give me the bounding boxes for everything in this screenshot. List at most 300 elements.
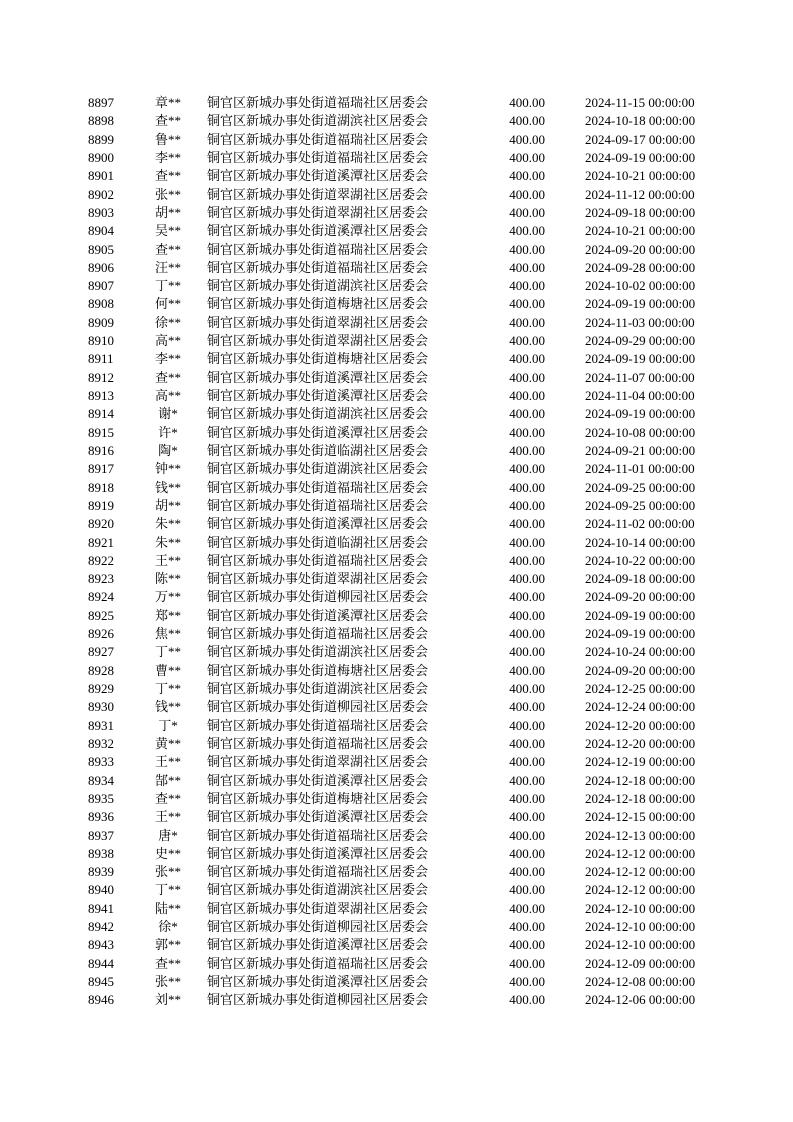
record-datetime: 2024-12-20 00:00:00 — [585, 735, 696, 751]
table-row — [0, 680, 793, 698]
record-id: 8945 — [88, 974, 114, 989]
record-id: 8907 — [88, 278, 114, 294]
record-org: 铜官区新城办事处街道梅塘社区居委会 — [207, 296, 429, 312]
record-org: 铜官区新城办事处街道湖滨社区居委会 — [207, 681, 429, 696]
record-id: 8943 — [88, 937, 114, 953]
record-name: 查** — [154, 955, 181, 971]
record-id: 8931 — [88, 717, 114, 733]
record-datetime: 2024-09-19 00:00:00 — [585, 149, 696, 165]
record-id: 8922 — [88, 552, 114, 568]
record-amount: 400.00 — [509, 699, 545, 715]
record-datetime: 2024-12-09 00:00:00 — [585, 955, 696, 971]
record-amount: 400.00 — [509, 662, 545, 678]
record-datetime: 2024-10-24 00:00:00 — [585, 644, 696, 660]
record-org: 铜官区新城办事处街道溪潭社区居委会 — [207, 223, 429, 239]
record-id: 8934 — [88, 772, 114, 788]
record-org: 铜官区新城办事处街道梅塘社区居委会 — [207, 790, 429, 806]
record-org: 铜官区新城办事处街道溪潭社区居委会 — [207, 974, 429, 989]
record-name: 丁* — [158, 717, 178, 733]
record-amount: 400.00 — [509, 900, 545, 916]
record-name: 李** — [154, 149, 181, 165]
record-datetime: 2024-12-12 00:00:00 — [585, 882, 696, 898]
record-datetime: 2024-09-19 00:00:00 — [585, 351, 696, 367]
table-row — [0, 460, 793, 478]
record-id: 8928 — [88, 662, 114, 678]
record-amount: 400.00 — [509, 681, 545, 696]
table-row — [0, 552, 793, 570]
record-amount: 400.00 — [509, 827, 545, 843]
record-amount: 400.00 — [509, 992, 545, 1008]
records-table — [0, 94, 793, 1010]
record-datetime: 2024-09-19 00:00:00 — [585, 406, 696, 422]
record-datetime: 2024-09-19 00:00:00 — [585, 607, 696, 623]
table-row — [0, 698, 793, 716]
record-name: 万** — [154, 589, 181, 605]
record-id: 8903 — [88, 204, 114, 220]
record-name: 钱** — [154, 479, 181, 495]
record-id: 8938 — [88, 845, 114, 861]
record-datetime: 2024-09-29 00:00:00 — [585, 333, 696, 349]
record-org: 铜官区新城办事处街道福瑞社区居委会 — [207, 95, 429, 110]
record-name: 曹** — [154, 662, 181, 678]
record-name: 唐* — [158, 827, 178, 843]
record-datetime: 2024-12-19 00:00:00 — [585, 754, 696, 770]
table-row — [0, 588, 793, 606]
record-org: 铜官区新城办事处街道福瑞社区居委会 — [207, 552, 429, 568]
record-datetime: 2024-12-08 00:00:00 — [585, 974, 696, 989]
table-row — [0, 643, 793, 661]
record-amount: 400.00 — [509, 369, 545, 385]
table-row — [0, 735, 793, 753]
record-name: 王** — [154, 552, 181, 568]
record-amount: 400.00 — [509, 845, 545, 861]
record-name: 丁** — [154, 882, 181, 898]
record-name: 查** — [154, 168, 181, 184]
record-org: 铜官区新城办事处街道福瑞社区居委会 — [207, 259, 429, 275]
record-datetime: 2024-11-04 00:00:00 — [585, 388, 695, 403]
record-org: 铜官区新城办事处街道翠湖社区居委会 — [207, 571, 429, 587]
record-amount: 400.00 — [509, 864, 545, 880]
record-amount: 400.00 — [509, 552, 545, 568]
table-row — [0, 497, 793, 515]
record-org: 铜官区新城办事处街道湖滨社区居委会 — [207, 113, 429, 129]
record-datetime: 2024-11-15 00:00:00 — [585, 95, 695, 110]
record-id: 8939 — [88, 864, 114, 880]
record-id: 8942 — [88, 919, 114, 935]
record-amount: 400.00 — [509, 754, 545, 770]
record-datetime: 2024-09-19 00:00:00 — [585, 296, 696, 312]
record-amount: 400.00 — [509, 937, 545, 953]
record-id: 8936 — [88, 809, 114, 825]
record-id: 8900 — [88, 149, 114, 165]
record-datetime: 2024-10-14 00:00:00 — [585, 534, 696, 550]
record-amount: 400.00 — [509, 333, 545, 349]
table-row — [0, 570, 793, 588]
record-amount: 400.00 — [509, 626, 545, 642]
table-row — [0, 534, 793, 552]
record-org: 铜官区新城办事处街道翠湖社区居委会 — [207, 204, 429, 220]
record-name: 查** — [154, 241, 181, 257]
table-row — [0, 186, 793, 204]
record-id: 8941 — [88, 900, 114, 916]
record-id: 8927 — [88, 644, 114, 660]
record-name: 高** — [154, 333, 181, 349]
table-row — [0, 845, 793, 863]
record-id: 8929 — [88, 681, 114, 696]
record-org: 铜官区新城办事处街道湖滨社区居委会 — [207, 406, 429, 422]
record-id: 8917 — [88, 461, 114, 477]
record-id: 8909 — [88, 314, 114, 330]
record-id: 8919 — [88, 497, 114, 513]
record-name: 陆** — [154, 900, 181, 916]
record-org: 铜官区新城办事处街道湖滨社区居委会 — [207, 278, 429, 294]
table-row — [0, 131, 793, 149]
record-org: 铜官区新城办事处街道福瑞社区居委会 — [207, 827, 429, 843]
record-name: 查** — [154, 113, 181, 129]
record-datetime: 2024-12-18 00:00:00 — [585, 790, 696, 806]
table-row — [0, 881, 793, 899]
record-org: 铜官区新城办事处街道溪潭社区居委会 — [207, 607, 429, 623]
record-id: 8913 — [88, 388, 114, 403]
record-datetime: 2024-10-21 00:00:00 — [585, 168, 696, 184]
record-org: 铜官区新城办事处街道柳园社区居委会 — [207, 589, 429, 605]
record-org: 铜官区新城办事处街道福瑞社区居委会 — [207, 497, 429, 513]
record-id: 8930 — [88, 699, 114, 715]
table-row — [0, 295, 793, 313]
table-row — [0, 515, 793, 533]
record-name: 丁** — [154, 278, 181, 294]
table-row — [0, 790, 793, 808]
table-row — [0, 369, 793, 387]
record-name: 张** — [154, 186, 181, 202]
record-amount: 400.00 — [509, 113, 545, 129]
record-org: 铜官区新城办事处街道福瑞社区居委会 — [207, 131, 429, 147]
record-id: 8923 — [88, 571, 114, 587]
record-id: 8940 — [88, 882, 114, 898]
record-amount: 400.00 — [509, 168, 545, 184]
record-datetime: 2024-09-20 00:00:00 — [585, 589, 696, 605]
record-datetime: 2024-10-22 00:00:00 — [585, 552, 696, 568]
table-row — [0, 662, 793, 680]
record-amount: 400.00 — [509, 351, 545, 367]
record-name: 陶* — [158, 442, 178, 458]
record-datetime: 2024-11-02 00:00:00 — [585, 516, 695, 532]
record-datetime: 2024-12-10 00:00:00 — [585, 937, 696, 953]
record-amount: 400.00 — [509, 223, 545, 239]
record-id: 8946 — [88, 992, 114, 1008]
table-row — [0, 717, 793, 735]
record-amount: 400.00 — [509, 974, 545, 989]
record-name: 查** — [154, 790, 181, 806]
record-org: 铜官区新城办事处街道溪潭社区居委会 — [207, 772, 429, 788]
table-row — [0, 625, 793, 643]
record-datetime: 2024-12-12 00:00:00 — [585, 845, 696, 861]
record-datetime: 2024-10-18 00:00:00 — [585, 113, 696, 129]
record-id: 8914 — [88, 406, 114, 422]
table-row — [0, 167, 793, 185]
table-row — [0, 332, 793, 350]
table-row — [0, 241, 793, 259]
record-datetime: 2024-12-13 00:00:00 — [585, 827, 696, 843]
record-amount: 400.00 — [509, 644, 545, 660]
record-id: 8924 — [88, 589, 114, 605]
record-id: 8898 — [88, 113, 114, 129]
record-datetime: 2024-11-01 00:00:00 — [585, 461, 695, 477]
record-org: 铜官区新城办事处街道福瑞社区居委会 — [207, 149, 429, 165]
record-datetime: 2024-11-07 00:00:00 — [585, 369, 695, 385]
table-row — [0, 442, 793, 460]
record-name: 郜** — [154, 772, 181, 788]
record-amount: 400.00 — [509, 772, 545, 788]
table-row — [0, 863, 793, 881]
record-id: 8902 — [88, 186, 114, 202]
record-amount: 400.00 — [509, 735, 545, 751]
record-id: 8916 — [88, 442, 114, 458]
record-org: 铜官区新城办事处街道柳园社区居委会 — [207, 919, 429, 935]
record-org: 铜官区新城办事处街道溪潭社区居委会 — [207, 369, 429, 385]
table-row — [0, 149, 793, 167]
table-row — [0, 918, 793, 936]
record-id: 8915 — [88, 424, 114, 440]
record-org: 铜官区新城办事处街道柳园社区居委会 — [207, 992, 429, 1008]
record-amount: 400.00 — [509, 296, 545, 312]
record-datetime: 2024-11-03 00:00:00 — [585, 314, 695, 330]
table-row — [0, 955, 793, 973]
record-id: 8926 — [88, 626, 114, 642]
table-row — [0, 405, 793, 423]
record-org: 铜官区新城办事处街道福瑞社区居委会 — [207, 735, 429, 751]
record-id: 8899 — [88, 131, 114, 147]
record-name: 丁** — [154, 681, 181, 696]
record-datetime: 2024-09-20 00:00:00 — [585, 241, 696, 257]
record-datetime: 2024-09-17 00:00:00 — [585, 131, 696, 147]
table-row — [0, 424, 793, 442]
record-org: 铜官区新城办事处街道湖滨社区居委会 — [207, 644, 429, 660]
record-org: 铜官区新城办事处街道福瑞社区居委会 — [207, 241, 429, 257]
record-name: 朱** — [154, 516, 181, 532]
record-name: 张** — [154, 864, 181, 880]
record-amount: 400.00 — [509, 259, 545, 275]
record-amount: 400.00 — [509, 204, 545, 220]
record-name: 查** — [154, 369, 181, 385]
record-org: 铜官区新城办事处街道溪潭社区居委会 — [207, 937, 429, 953]
record-org: 铜官区新城办事处街道湖滨社区居委会 — [207, 882, 429, 898]
record-amount: 400.00 — [509, 479, 545, 495]
record-id: 8906 — [88, 259, 114, 275]
record-amount: 400.00 — [509, 278, 545, 294]
record-name: 钱** — [154, 699, 181, 715]
table-row — [0, 973, 793, 991]
record-amount: 400.00 — [509, 955, 545, 971]
record-id: 8918 — [88, 479, 114, 495]
record-name: 汪** — [154, 259, 181, 275]
record-org: 铜官区新城办事处街道翠湖社区居委会 — [207, 314, 429, 330]
record-id: 8912 — [88, 369, 114, 385]
record-org: 铜官区新城办事处街道翠湖社区居委会 — [207, 186, 429, 202]
record-datetime: 2024-09-20 00:00:00 — [585, 662, 696, 678]
table-row — [0, 112, 793, 130]
record-amount: 400.00 — [509, 571, 545, 587]
record-org: 铜官区新城办事处街道福瑞社区居委会 — [207, 955, 429, 971]
record-name: 史** — [154, 845, 181, 861]
record-amount: 400.00 — [509, 461, 545, 477]
record-name: 张** — [154, 974, 181, 989]
record-id: 8910 — [88, 333, 114, 349]
record-org: 铜官区新城办事处街道溪潭社区居委会 — [207, 809, 429, 825]
record-name: 刘** — [154, 992, 181, 1008]
record-datetime: 2024-09-25 00:00:00 — [585, 479, 696, 495]
record-datetime: 2024-09-18 00:00:00 — [585, 204, 696, 220]
record-amount: 400.00 — [509, 149, 545, 165]
table-row — [0, 900, 793, 918]
record-datetime: 2024-09-19 00:00:00 — [585, 626, 696, 642]
record-name: 郭** — [154, 937, 181, 953]
record-org: 铜官区新城办事处街道柳园社区居委会 — [207, 699, 429, 715]
record-amount: 400.00 — [509, 534, 545, 550]
record-datetime: 2024-12-12 00:00:00 — [585, 864, 696, 880]
record-org: 铜官区新城办事处街道翠湖社区居委会 — [207, 900, 429, 916]
record-org: 铜官区新城办事处街道梅塘社区居委会 — [207, 351, 429, 367]
record-amount: 400.00 — [509, 424, 545, 440]
record-name: 陈** — [154, 571, 181, 587]
record-id: 8901 — [88, 168, 114, 184]
record-id: 8921 — [88, 534, 114, 550]
record-id: 8925 — [88, 607, 114, 623]
record-datetime: 2024-12-18 00:00:00 — [585, 772, 696, 788]
record-org: 铜官区新城办事处街道溪潭社区居委会 — [207, 388, 429, 403]
record-amount: 400.00 — [509, 131, 545, 147]
table-row — [0, 94, 793, 112]
record-name: 何** — [154, 296, 181, 312]
record-id: 8944 — [88, 955, 114, 971]
record-name: 徐* — [158, 919, 178, 935]
record-datetime: 2024-12-06 00:00:00 — [585, 992, 696, 1008]
record-amount: 400.00 — [509, 809, 545, 825]
record-amount: 400.00 — [509, 919, 545, 935]
record-name: 焦** — [154, 626, 181, 642]
record-amount: 400.00 — [509, 406, 545, 422]
record-datetime: 2024-10-02 00:00:00 — [585, 278, 696, 294]
table-row — [0, 936, 793, 954]
record-name: 徐** — [154, 314, 181, 330]
record-datetime: 2024-12-24 00:00:00 — [585, 699, 696, 715]
table-row — [0, 808, 793, 826]
record-org: 铜官区新城办事处街道溪潭社区居委会 — [207, 424, 429, 440]
record-datetime: 2024-09-18 00:00:00 — [585, 571, 696, 587]
record-name: 高** — [154, 388, 181, 403]
record-name: 许* — [158, 424, 178, 440]
record-name: 胡** — [154, 497, 181, 513]
record-org: 铜官区新城办事处街道翠湖社区居委会 — [207, 333, 429, 349]
record-amount: 400.00 — [509, 607, 545, 623]
table-row — [0, 753, 793, 771]
record-org: 铜官区新城办事处街道福瑞社区居委会 — [207, 626, 429, 642]
record-amount: 400.00 — [509, 241, 545, 257]
record-org: 铜官区新城办事处街道福瑞社区居委会 — [207, 864, 429, 880]
record-name: 郑** — [154, 607, 181, 623]
table-row — [0, 277, 793, 295]
table-row — [0, 314, 793, 332]
record-datetime: 2024-12-20 00:00:00 — [585, 717, 696, 733]
record-datetime: 2024-12-25 00:00:00 — [585, 681, 696, 696]
record-datetime: 2024-12-15 00:00:00 — [585, 809, 696, 825]
record-name: 丁** — [154, 644, 181, 660]
table-row — [0, 479, 793, 497]
record-name: 李** — [154, 351, 181, 367]
record-amount: 400.00 — [509, 589, 545, 605]
record-name: 谢* — [158, 406, 178, 422]
table-row — [0, 350, 793, 368]
table-row — [0, 827, 793, 845]
record-amount: 400.00 — [509, 442, 545, 458]
table-row — [0, 222, 793, 240]
record-name: 王** — [154, 754, 181, 770]
record-name: 鲁** — [154, 131, 181, 147]
record-id: 8911 — [88, 351, 114, 367]
table-row — [0, 607, 793, 625]
table-row — [0, 259, 793, 277]
record-org: 铜官区新城办事处街道梅塘社区居委会 — [207, 662, 429, 678]
record-amount: 400.00 — [509, 314, 545, 330]
record-id: 8933 — [88, 754, 114, 770]
record-org: 铜官区新城办事处街道溪潭社区居委会 — [207, 168, 429, 184]
record-name: 胡** — [154, 204, 181, 220]
record-name: 朱** — [154, 534, 181, 550]
record-id: 8908 — [88, 296, 114, 312]
record-org: 铜官区新城办事处街道临湖社区居委会 — [207, 534, 429, 550]
record-datetime: 2024-11-12 00:00:00 — [585, 186, 695, 202]
record-datetime: 2024-09-25 00:00:00 — [585, 497, 696, 513]
record-id: 8935 — [88, 790, 114, 806]
record-datetime: 2024-12-10 00:00:00 — [585, 900, 696, 916]
record-amount: 400.00 — [509, 186, 545, 202]
record-datetime: 2024-09-28 00:00:00 — [585, 259, 696, 275]
record-id: 8897 — [88, 95, 114, 110]
table-row — [0, 204, 793, 222]
record-id: 8905 — [88, 241, 114, 257]
record-org: 铜官区新城办事处街道福瑞社区居委会 — [207, 717, 429, 733]
record-name: 章** — [154, 95, 181, 110]
record-amount: 400.00 — [509, 516, 545, 532]
record-org: 铜官区新城办事处街道湖滨社区居委会 — [207, 461, 429, 477]
table-row — [0, 991, 793, 1009]
record-org: 铜官区新城办事处街道福瑞社区居委会 — [207, 479, 429, 495]
record-org: 铜官区新城办事处街道溪潭社区居委会 — [207, 516, 429, 532]
record-org: 铜官区新城办事处街道溪潭社区居委会 — [207, 845, 429, 861]
record-id: 8904 — [88, 223, 114, 239]
record-name: 吴** — [154, 223, 181, 239]
table-row — [0, 772, 793, 790]
record-id: 8932 — [88, 735, 114, 751]
record-id: 8937 — [88, 827, 114, 843]
record-amount: 400.00 — [509, 717, 545, 733]
record-org: 铜官区新城办事处街道翠湖社区居委会 — [207, 754, 429, 770]
record-amount: 400.00 — [509, 790, 545, 806]
record-amount: 400.00 — [509, 388, 545, 403]
record-name: 黄** — [154, 735, 181, 751]
record-name: 王** — [154, 809, 181, 825]
record-amount: 400.00 — [509, 497, 545, 513]
table-row — [0, 387, 793, 405]
record-id: 8920 — [88, 516, 114, 532]
record-datetime: 2024-10-21 00:00:00 — [585, 223, 696, 239]
record-datetime: 2024-09-21 00:00:00 — [585, 442, 696, 458]
record-org: 铜官区新城办事处街道临湖社区居委会 — [207, 442, 429, 458]
record-amount: 400.00 — [509, 95, 545, 110]
record-name: 钟** — [154, 461, 181, 477]
record-datetime: 2024-10-08 00:00:00 — [585, 424, 696, 440]
record-amount: 400.00 — [509, 882, 545, 898]
